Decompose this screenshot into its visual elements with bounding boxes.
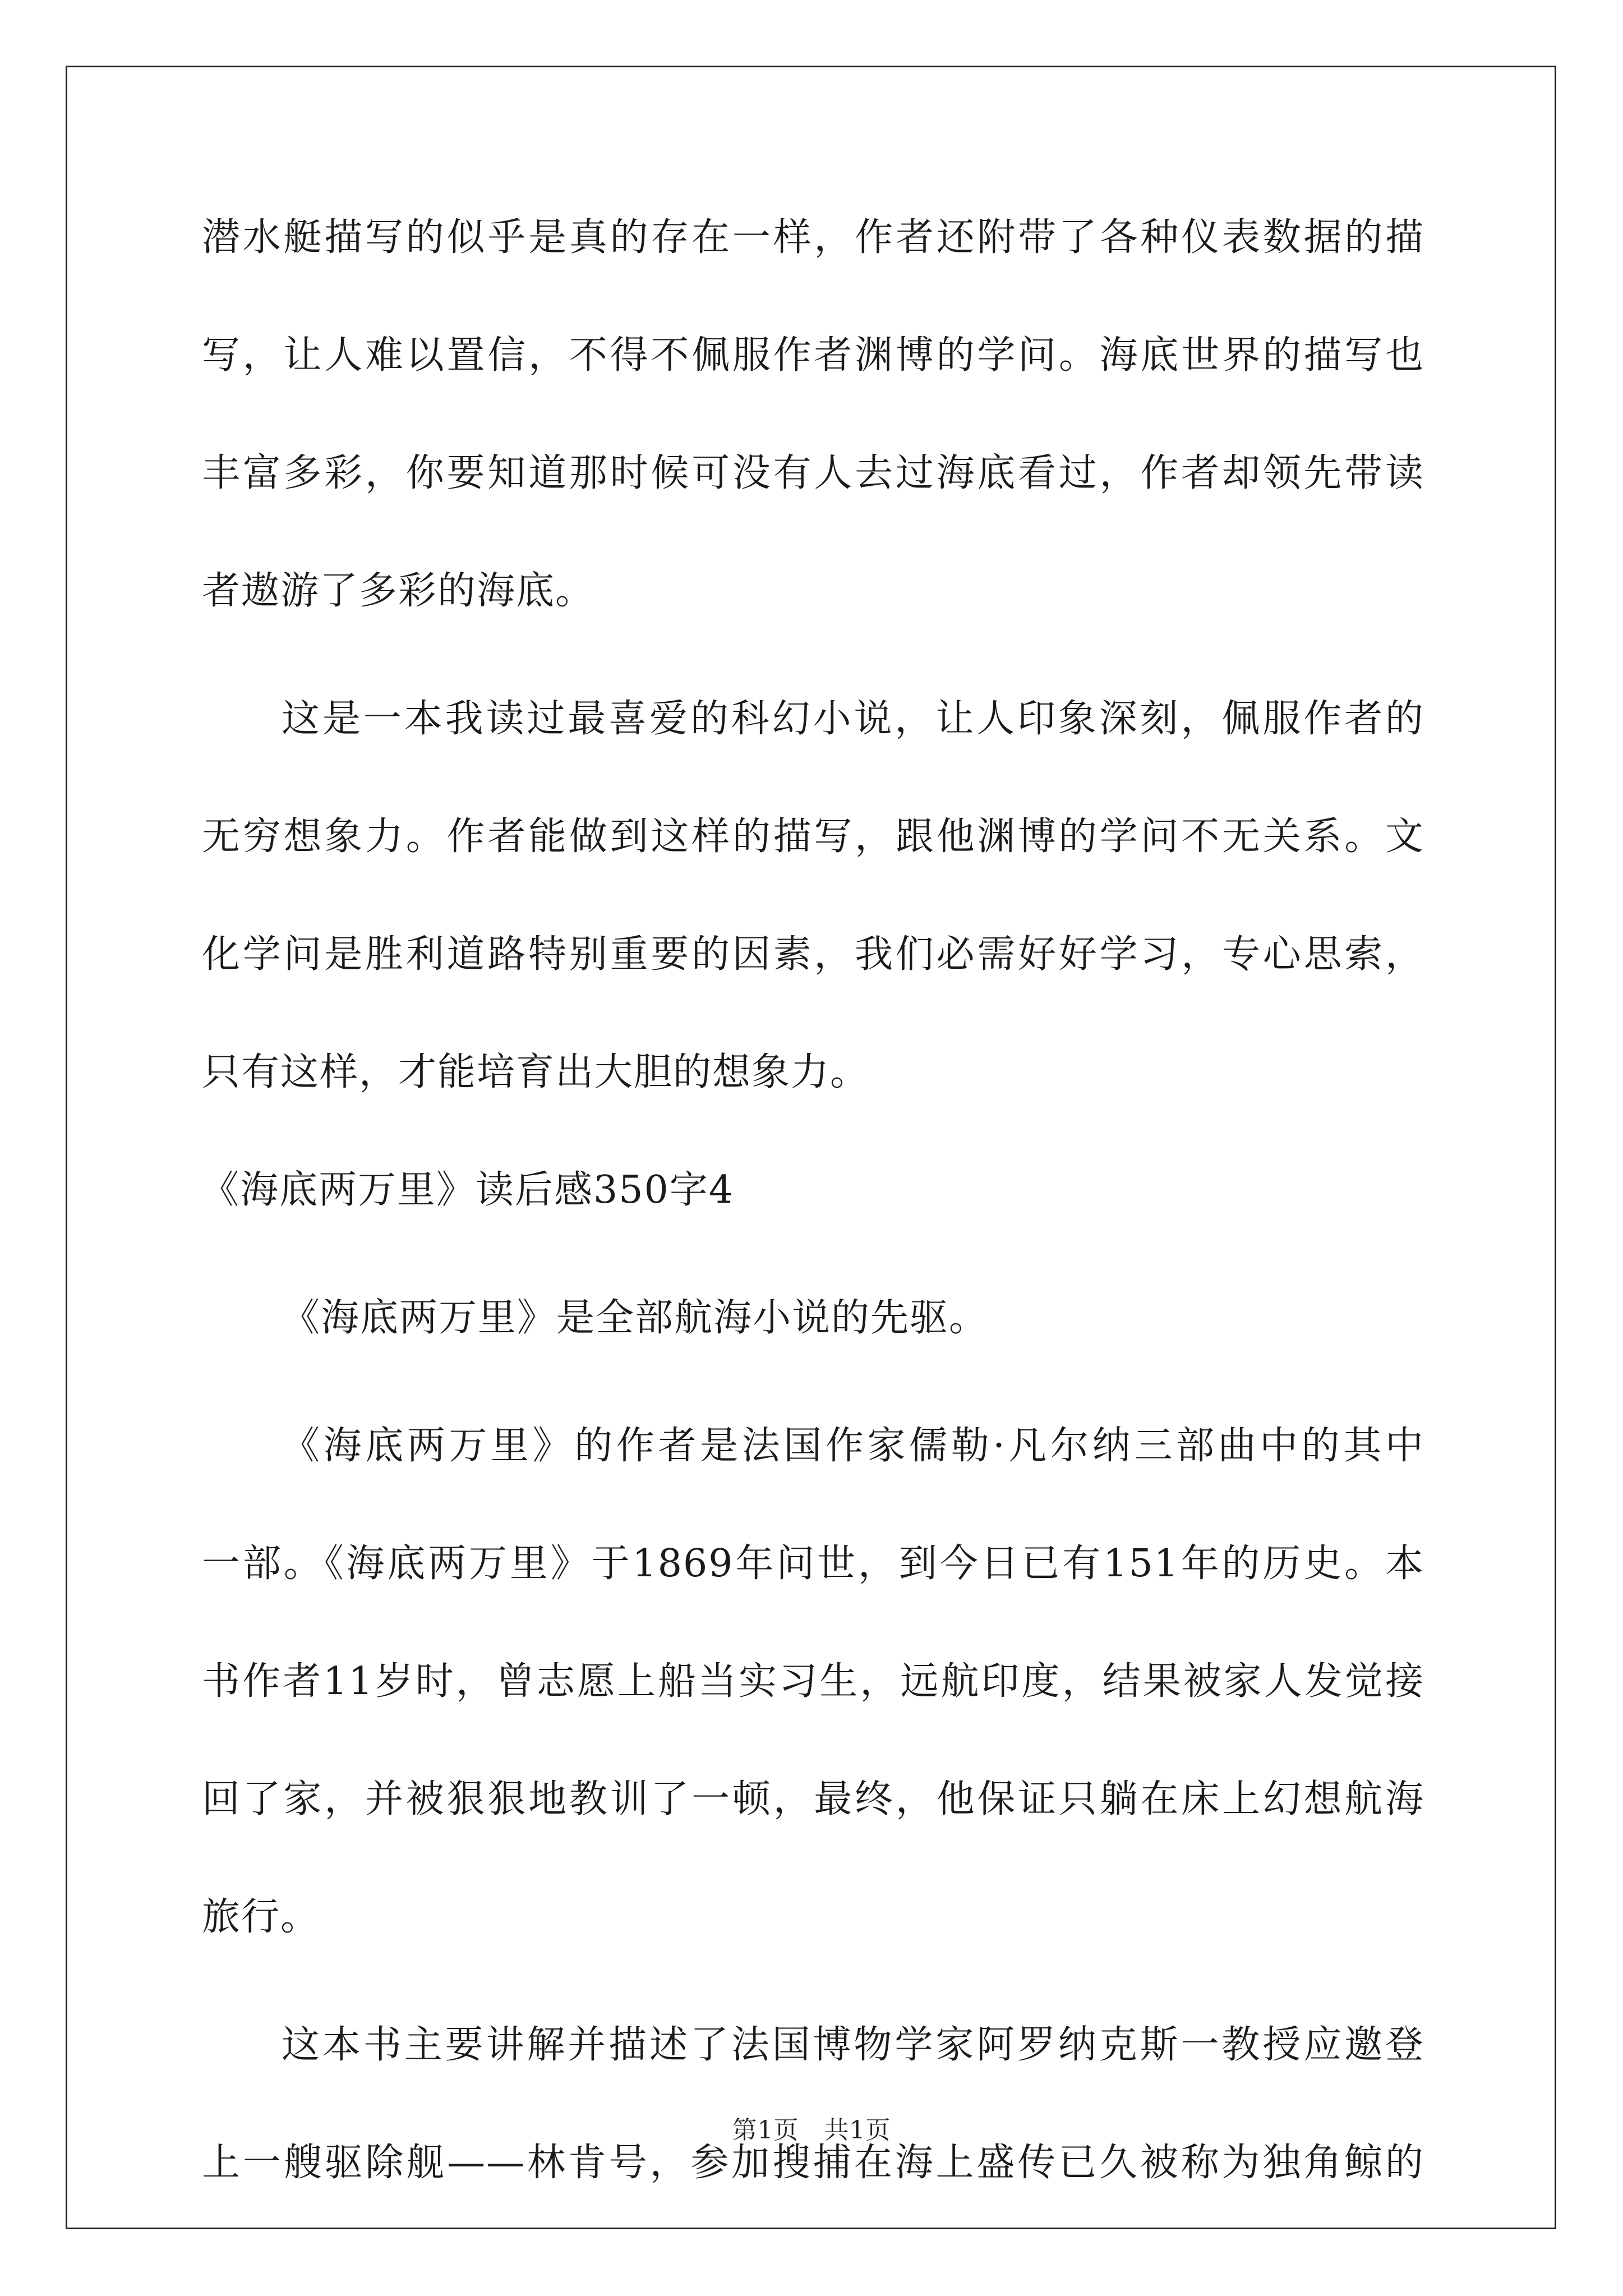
text-line: 写，让人难以置信，不得不佩服作者渊博的学问。海底世界的描写也: [202, 333, 1424, 378]
text-line: 书作者11岁时，曾志愿上船当实习生，远航印度，结果被家人发觉接: [202, 1659, 1424, 1704]
text-line: 回了家，并被狠狠地教训了一顿，最终，他保证只躺在床上幻想航海: [202, 1777, 1424, 1821]
text-line: 旅行。: [202, 1895, 320, 1939]
text-line: 无穷想象力。作者能做到这样的描写，跟他渊博的学问不无关系。文: [202, 815, 1424, 859]
text-line: 者遨游了多彩的海底。: [202, 569, 595, 613]
text-line: 《海底两万里》是全部航海小说的先驱。: [282, 1296, 989, 1340]
text-line: 上一艘驱除舰——林肯号，参加搜捕在海上盛传已久被称为独角鲸的: [202, 2141, 1424, 2185]
text-line: 潜水艇描写的似乎是真的存在一样，作者还附带了各种仪表数据的描: [202, 215, 1424, 260]
text-line: 一部。《海底两万里》于1869年问世，到今日已有151年的历史。本: [202, 1542, 1424, 1586]
document-body: [202, 216, 1424, 2185]
text-line: 丰富多彩，你要知道那时候可没有人去过海底看过，作者却领先带读: [202, 451, 1424, 495]
text-line: 化学问是胜利道路特别重要的因素，我们必需好好学习，专心思索，: [202, 932, 1424, 977]
page-number: 第1页 共1页: [732, 2116, 891, 2145]
text-line: 《海底两万里》的作者是法国作家儒勒·凡尔纳三部曲中的其中: [282, 1424, 1424, 1468]
text-line: 这本书主要讲解并描述了法国博物学家阿罗纳克斯一教授应邀登: [282, 2023, 1424, 2067]
text-line: 只有这样，才能培育出大胆的想象力。: [202, 1050, 870, 1094]
text-line: 这是一本我读过最喜爱的科幻小说，让人印象深刻，佩服作者的: [282, 697, 1424, 741]
section-heading: 《海底两万里》读后感350字4: [201, 1168, 735, 1212]
